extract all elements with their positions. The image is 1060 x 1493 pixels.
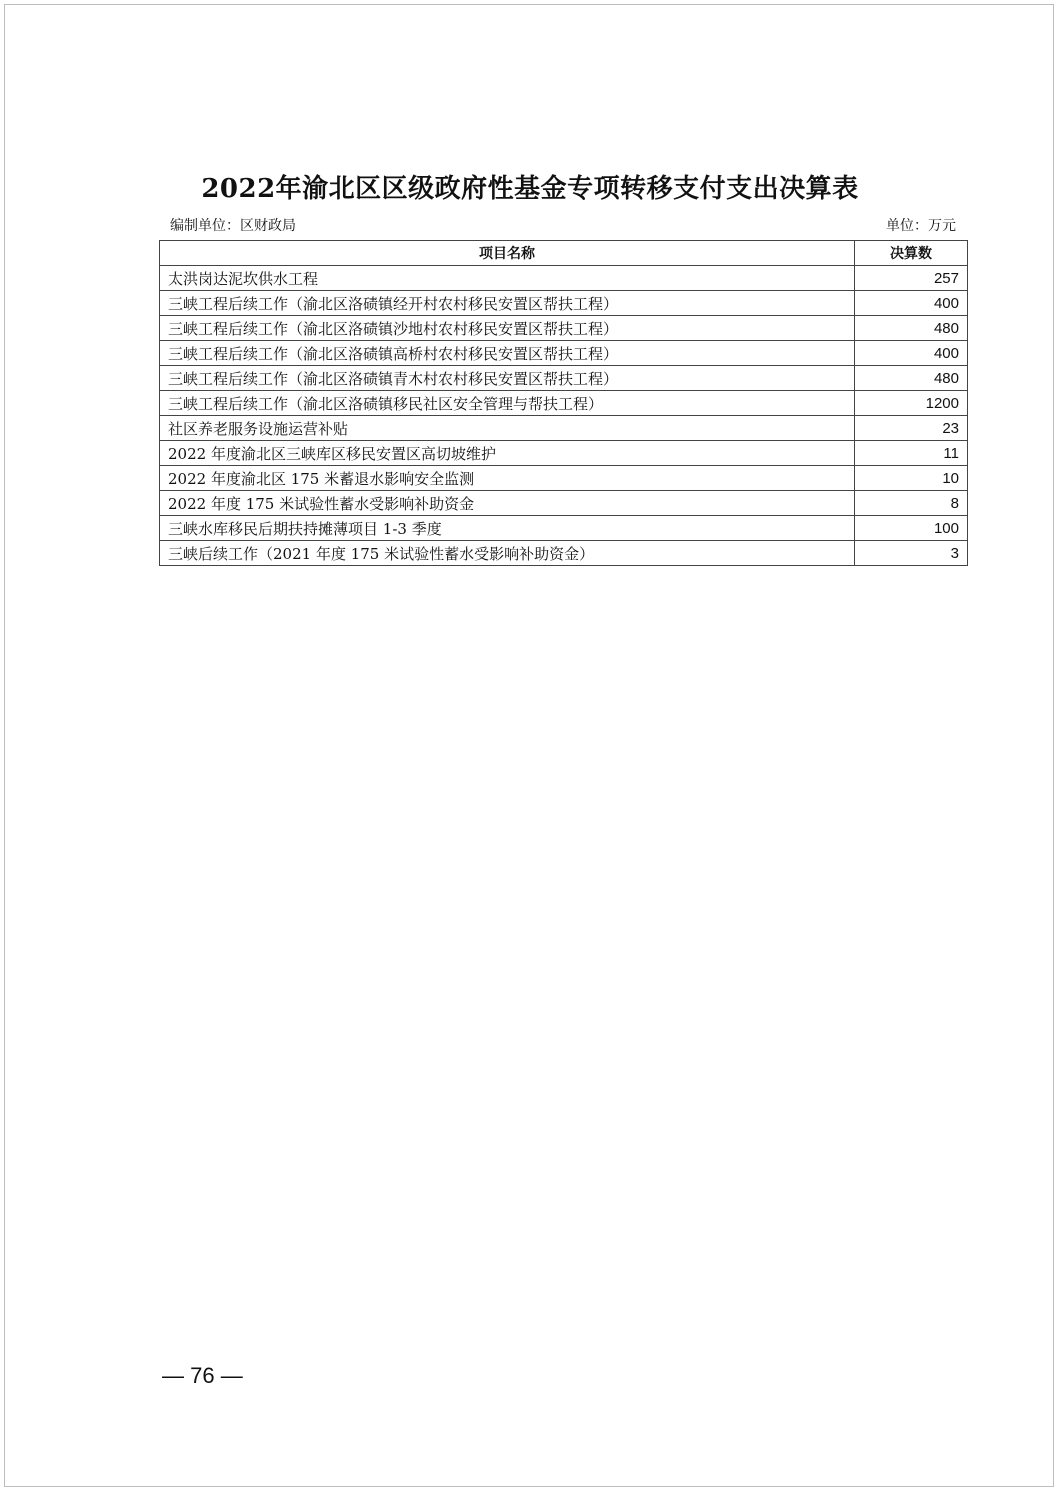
row-name: 三峡工程后续工作（渝北区洛碛镇沙地村农村移民安置区帮扶工程） <box>160 316 855 341</box>
row-name: 社区养老服务设施运营补贴 <box>160 416 855 441</box>
row-name: 2022 年度渝北区三峡库区移民安置区高切坡维护 <box>160 441 855 466</box>
row-amount: 400 <box>855 291 968 316</box>
column-header-name: 项目名称 <box>160 241 855 266</box>
row-name: 三峡工程后续工作（渝北区洛碛镇移民社区安全管理与帮扶工程） <box>160 391 855 416</box>
column-header-amount: 决算数 <box>855 241 968 266</box>
row-name: 2022 年度 175 米试验性蓄水受影响补助资金 <box>160 491 855 516</box>
row-amount: 480 <box>855 316 968 341</box>
page-title: 2022年渝北区区级政府性基金专项转移支付支出决算表 <box>201 174 859 204</box>
table-row <box>160 316 968 341</box>
row-name: 三峡工程后续工作（渝北区洛碛镇经开村农村移民安置区帮扶工程） <box>160 291 855 316</box>
row-amount: 257 <box>855 266 968 291</box>
table-row <box>160 391 968 416</box>
table-row <box>160 516 968 541</box>
table-row <box>160 441 968 466</box>
table-row <box>160 266 968 291</box>
budget-table <box>159 240 968 566</box>
table-row <box>160 541 968 566</box>
table-row <box>160 291 968 316</box>
page-number: — 76 — <box>162 1363 243 1388</box>
table-row <box>160 491 968 516</box>
row-name: 三峡工程后续工作（渝北区洛碛镇高桥村农村移民安置区帮扶工程） <box>160 341 855 366</box>
row-amount: 10 <box>855 466 968 491</box>
table-row <box>160 366 968 391</box>
row-name: 三峡工程后续工作（渝北区洛碛镇青木村农村移民安置区帮扶工程） <box>160 366 855 391</box>
row-amount: 1200 <box>855 391 968 416</box>
row-amount: 11 <box>855 441 968 466</box>
table-row <box>160 341 968 366</box>
row-name: 三峡后续工作（2021 年度 175 米试验性蓄水受影响补助资金） <box>160 541 855 566</box>
row-name: 太洪岗达泥坎供水工程 <box>160 266 855 291</box>
row-amount: 8 <box>855 491 968 516</box>
row-name: 2022 年度渝北区 175 米蓄退水影响安全监测 <box>160 466 855 491</box>
table-header-row <box>160 241 968 266</box>
row-amount: 480 <box>855 366 968 391</box>
table-row <box>160 466 968 491</box>
row-amount: 100 <box>855 516 968 541</box>
row-name: 三峡水库移民后期扶持摊薄项目 1-3 季度 <box>160 516 855 541</box>
compiler-label: 编制单位：区财政局 <box>170 218 296 234</box>
row-amount: 3 <box>855 541 968 566</box>
unit-label: 单位：万元 <box>886 218 956 234</box>
row-amount: 23 <box>855 416 968 441</box>
table-row <box>160 416 968 441</box>
row-amount: 400 <box>855 341 968 366</box>
